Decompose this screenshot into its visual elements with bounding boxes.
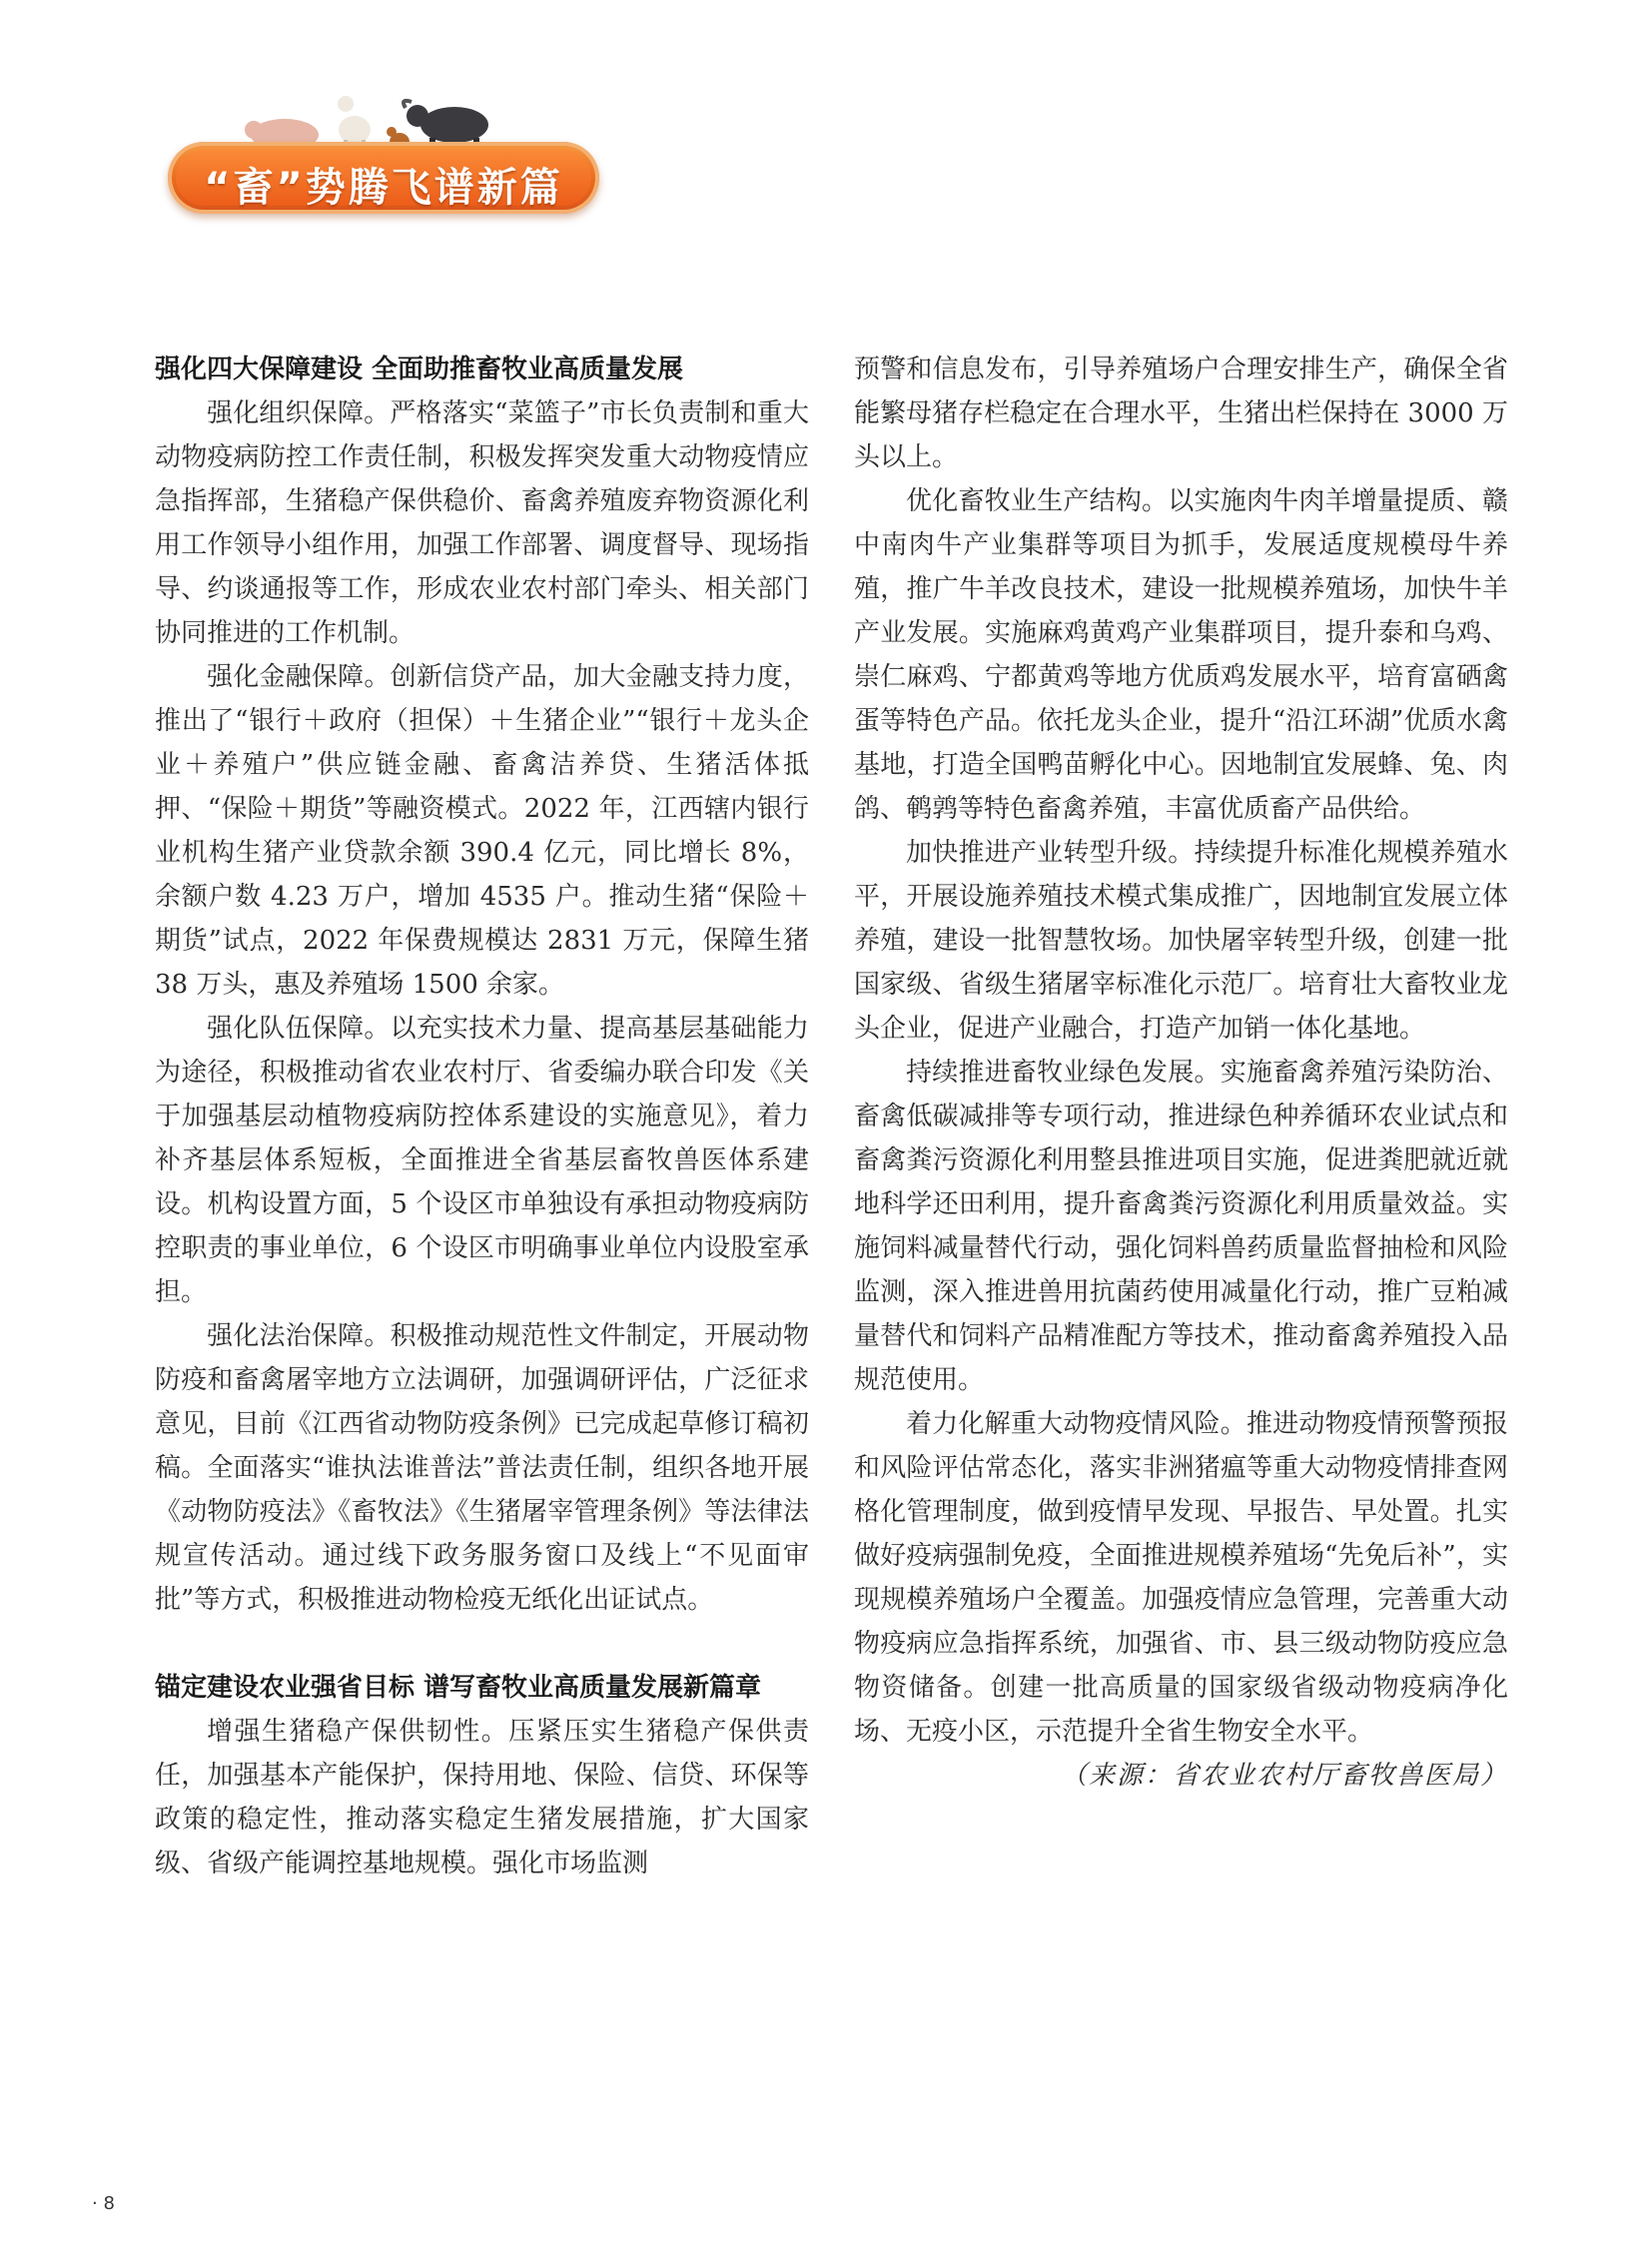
paragraph-green: 持续推进畜牧业绿色发展。实施畜禽养殖污染防治、畜禽低碳减排等专项行动，推进绿色种养循环农业试点和畜禽粪污资源化利用整县推进项目实施，促进粪肥就近就地科学还田利用，提升畜禽粪污资源化利用质量效益。实施饲料减量替代行动，强化饲料兽药质量监督抽检和风险监测，深入推进兽用抗菌药使用减量化行动，推广豆粕减量替代和饲料产品精准配方等技术，推动畜禽养殖投入品规范使用。 xyxy=(854,1058,1508,1395)
page-number: · 8 xyxy=(92,2193,115,2214)
header-banner xyxy=(150,90,609,230)
paragraph-pig-supply: 增强生猪稳产保供韧性。压紧压实生猪稳产保供责任，加强基本产能保护，保持用地、保险、信贷、环保等政策的稳定性，推动落实稳定生猪发展措施，扩大国家级、省级产能调控基地规模。强化市场监测 xyxy=(155,1717,809,1878)
paragraph-pig-supply-continued: 预警和信息发布，引导养殖场户合理安排生产，确保全省能繁母猪存栏稳定在合理水平，生猪出栏保持在 3000 万头以上。 xyxy=(854,355,1508,472)
section-heading-1: 强化四大保障建设 全面助推畜牧业高质量发展 xyxy=(155,355,684,384)
source-note: （来源：省农业农村厅畜牧兽医局） xyxy=(1060,1761,1508,1791)
paragraph-finance: 强化金融保障。创新信贷产品，加大金融支持力度，推出了“银行＋政府（担保）＋生猪企业”“银行＋龙头企业＋养殖户”供应链金融、畜禽洁养贷、生猪活体抵押、“保险＋期货”等融资模式。2022 年，江西辖内银行业机构生猪产业贷款余额 390.4 亿元，同比增长 8%，余额户数 4.23 万户，增加 4535 户。推动生猪“保险＋期货”试点，2022 年保费规模达 2831 万元，保障生猪 38 万头，惠及养殖场 1500 余家。 xyxy=(155,662,809,1000)
paragraph-organization: 强化组织保障。严格落实“菜篮子”市长负责制和重大动物疫病防控工作责任制，积极发挥突发重大动物疫情应急指挥部，生猪稳产保供稳价、畜禽养殖废弃物资源化利用工作领导小组作用，加强工作部署、调度督导、现场指导、约谈通报等工作，形成农业农村部门牵头、相关部门协同推进的工作机制。 xyxy=(155,398,809,648)
paragraph-structure: 优化畜牧业生产结构。以实施肉牛肉羊增量提质、赣中南肉牛产业集群等项目为抓手，发展适度规模母牛养殖，推广牛羊改良技术，建设一批规模养殖场，加快牛羊产业发展。实施麻鸡黄鸡产业集群项目，提升泰和乌鸡、崇仁麻鸡、宁都黄鸡等地方优质鸡发展水平，培育富硒禽蛋等特色产品。依托龙头企业，提升“沿江环湖”优质水禽基地，打造全国鸭苗孵化中心。因地制宜发展蜂、兔、肉鸽、鹌鹑等特色畜禽养殖，丰富优质畜产品供给。 xyxy=(854,486,1508,824)
section-heading-2: 锚定建设农业强省目标 谱写畜牧业高质量发展新篇章 xyxy=(155,1673,762,1703)
right-column xyxy=(854,348,1508,1798)
paragraph-upgrade: 加快推进产业转型升级。持续提升标准化规模养殖水平，开展设施养殖技术模式集成推广，因地制宜发展立体养殖，建设一批智慧牧场。加快屠宰转型升级，创建一批国家级、省级生猪屠宰标准化示范厂。培育壮大畜牧业龙头企业，促进产业融合，打造产加销一体化基地。 xyxy=(854,838,1508,1044)
paragraph-epidemic: 着力化解重大动物疫情风险。推进动物疫情预警预报和风险评估常态化，落实非洲猪瘟等重大动物疫情排查网格化管理制度，做到疫情早发现、早报告、早处置。扎实做好疫病强制免疫，全面推进规模养殖场“先免后补”，实现规模养殖场户全覆盖。加强疫情应急管理，完善重大动物疫病应急指挥系统，加强省、市、县三级动物防疫应急物资储备。创建一批高质量的国家级省级动物疫病净化场、无疫小区，示范提升全省生物安全水平。 xyxy=(854,1409,1508,1747)
banner-pill xyxy=(168,142,599,214)
left-column xyxy=(155,348,809,1885)
paragraph-law: 强化法治保障。积极推动规范性文件制定，开展动物防疫和畜禽屠宰地方立法调研，加强调研评估，广泛征求意见，目前《江西省动物防疫条例》已完成起草修订稿初稿。全面落实“谁执法谁普法”普法责任制，组织各地开展《动物防疫法》《畜牧法》《生猪屠宰管理条例》等法律法规宣传活动。通过线下政务服务窗口及线上“不见面审批”等方式，积极推进动物检疫无纸化出证试点。 xyxy=(155,1321,809,1615)
banner-title: “畜”势腾飞谱新篇 xyxy=(204,165,563,211)
paragraph-team: 强化队伍保障。以充实技术力量、提高基层基础能力为途径，积极推动省农业农村厅、省委编办联合印发《关于加强基层动植物疫病防控体系建设的实施意见》，着力补齐基层体系短板，全面推进全省基层畜牧兽医体系建设。机构设置方面，5 个设区市单独设有承担动物疫病防控职责的事业单位，6 个设区市明确事业单位内设股室承担。 xyxy=(155,1014,809,1307)
